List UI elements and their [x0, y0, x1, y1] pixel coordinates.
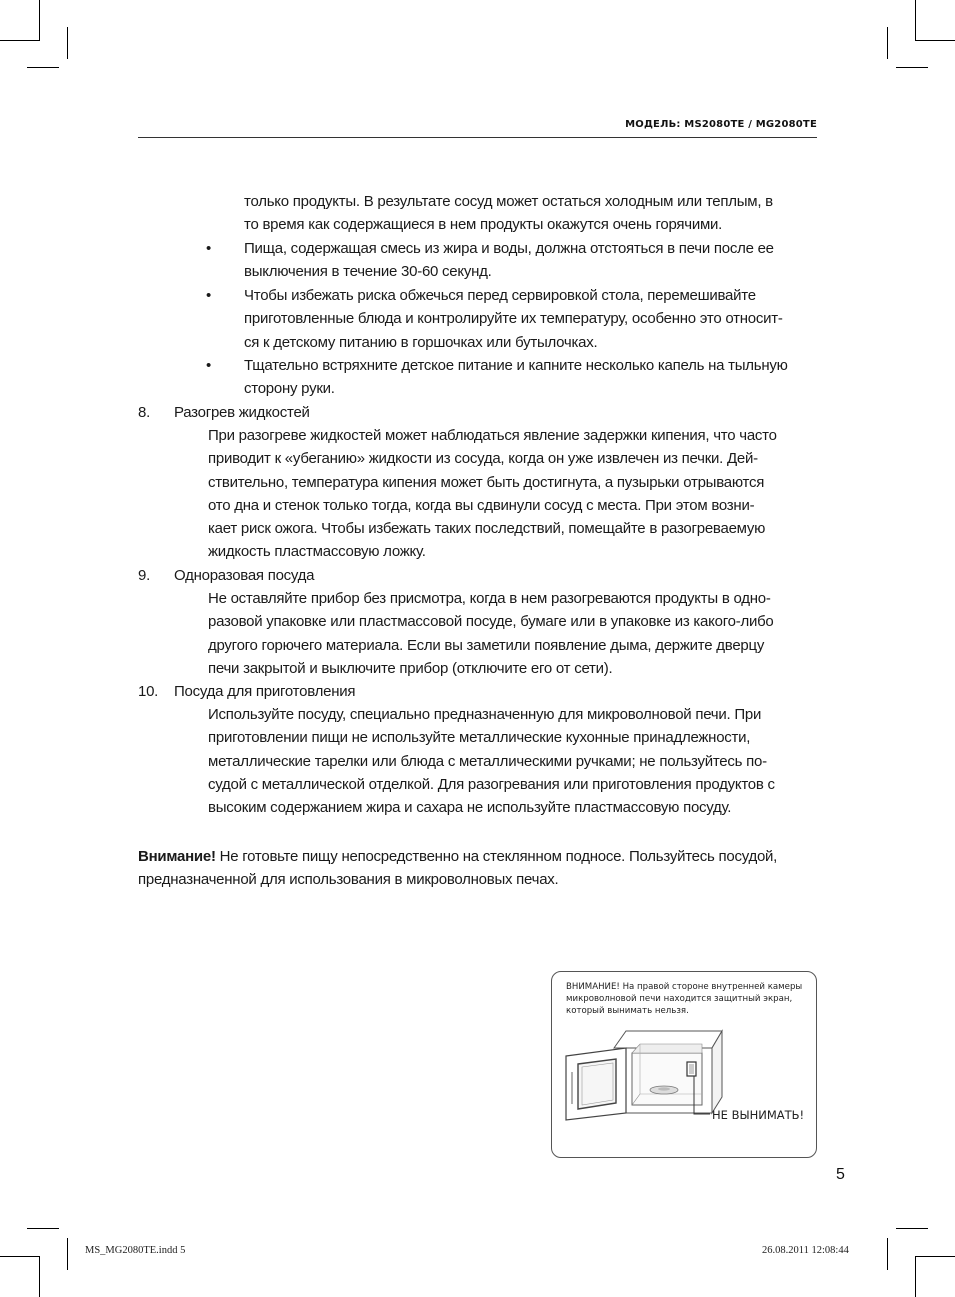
- text-line: ото дна и стенок только тогда, когда вы сдвинули сосуд с места. При этом возни-: [208, 496, 755, 514]
- text-line: кает риск ожога. Чтобы избежать таких последствий, помещайте в разогреваемую: [208, 520, 766, 538]
- item-title: Разогрев жидкостей: [174, 404, 310, 421]
- intro-paragraph: [244, 190, 773, 237]
- text-line: Не оставляйте прибор без присмотра, когда в нем разогреваются продукты в одно-: [208, 590, 771, 607]
- footer-filename: MS_MG2080TE.indd 5: [85, 1245, 186, 1256]
- item-body: [208, 424, 777, 564]
- bullet-item: [244, 354, 788, 401]
- item-number: 9.: [138, 567, 151, 584]
- text-line: разовой упаковке или пластмассовой посуде, бумаге или в упаковке из какого-либо: [208, 613, 774, 631]
- crop-mark: [39, 0, 40, 40]
- crop-mark: [915, 1257, 916, 1297]
- crop-mark: [915, 40, 955, 41]
- item-number: 8.: [138, 404, 151, 421]
- text-line: сторону руки.: [244, 380, 335, 398]
- text-line: судой с металлической отделкой. Для разогревания или приготовления продуктов с: [208, 775, 775, 793]
- crop-mark: [915, 0, 916, 40]
- warning-box: [551, 971, 817, 1158]
- text-line: жидкость пластмассовую ложку.: [208, 543, 426, 561]
- warning-label: НЕ ВЫНИМАТЬ!: [712, 1108, 805, 1122]
- crop-mark: [0, 40, 40, 41]
- bullet-item: [244, 237, 774, 284]
- crop-mark: [27, 67, 59, 68]
- bullet-icon: •: [206, 240, 212, 257]
- crop-mark: [27, 1228, 59, 1229]
- text-line: Не готовьте пищу непосредственно на стеклянном подносе. Пользуйтесь посудой,: [215, 848, 778, 865]
- crop-mark: [67, 27, 68, 59]
- text-line: приготовлении пищи не используйте металлические кухонные принадлежности,: [208, 729, 751, 747]
- microwave-illustration: [552, 972, 816, 1157]
- attention-note: [138, 845, 777, 892]
- footer-timestamp: 26.08.2011 12:08:44: [762, 1245, 849, 1256]
- text-line: ВНИМАНИЕ! На правой стороне внутренней камеры: [566, 982, 803, 992]
- text-line: высоким содержанием жира и сахара не используйте пластмассовую посуду.: [208, 799, 732, 817]
- crop-mark: [67, 1238, 68, 1270]
- bullet-item: [244, 284, 783, 354]
- page-number: 5: [836, 1166, 845, 1183]
- crop-mark: [39, 1257, 40, 1297]
- text-line: печи закрытой и выключите прибор (отключите его от сети).: [208, 659, 613, 677]
- item-title: Одноразовая посуда: [174, 567, 315, 584]
- text-line: только продукты. В результате сосуд может остаться холодным или теплым, в: [244, 193, 773, 210]
- header-model: МОДЕЛЬ: MS2080TE / MG2080TE: [625, 119, 817, 130]
- crop-mark: [0, 1256, 40, 1257]
- item-title: Посуда для приготовления: [174, 683, 356, 700]
- crop-mark: [887, 27, 888, 59]
- crop-mark: [896, 67, 928, 68]
- text-line: приготовленные блюда и контролируйте их температуру, особенно это относит-: [244, 310, 783, 328]
- header-divider: [138, 137, 817, 138]
- text-line: металлические тарелки или блюда с металлическими ручками; не пользуйтесь по-: [208, 752, 767, 770]
- text-line: Тщательно встряхните детское питание и капните несколько капель на тыльную: [244, 357, 788, 374]
- item-body: [208, 587, 774, 680]
- text-line: выключения в течение 30-60 секунд.: [244, 263, 492, 281]
- crop-mark: [887, 1238, 888, 1270]
- item-body: [208, 703, 775, 819]
- text-line: При разогреве жидкостей может наблюдаться явление задержки кипения, что часто: [208, 427, 777, 444]
- text-line: микроволновой печи находится защитный экран,: [566, 994, 793, 1005]
- bullet-icon: •: [206, 357, 212, 374]
- text-line: ся к детскому питанию в горшочках или бутылочках.: [244, 333, 598, 351]
- crop-mark: [915, 1256, 955, 1257]
- crop-mark: [896, 1228, 928, 1229]
- text-line: который вынимать нельзя.: [566, 1006, 689, 1017]
- text-line: предназначенной для использования в микроволновых печах.: [138, 871, 559, 889]
- item-number: 10.: [138, 683, 159, 700]
- text-line: приводит к «убеганию» жидкости из сосуда, когда он уже извлечен из печки. Дей-: [208, 450, 758, 468]
- text-line: Используйте посуду, специально предназначенную для микроволновой печи. При: [208, 706, 762, 723]
- text-line: другого горючего материала. Если вы заметили появление дыма, держите дверцу: [208, 636, 765, 654]
- bullet-icon: •: [206, 287, 212, 304]
- text-line: Чтобы избежать риска обжечься перед сервировкой стола, перемешивайте: [244, 287, 756, 304]
- text-line: Пища, содержащая смесь из жира и воды, должна отстояться в печи после ее: [244, 240, 774, 257]
- text-line: то время как содержащиеся в нем продукты окажутся очень горячими.: [244, 216, 723, 234]
- text-line: ствительно, температура кипения может быть достигнута, а пузырьки отрываются: [208, 473, 765, 491]
- attention-label: Внимание!: [138, 848, 216, 865]
